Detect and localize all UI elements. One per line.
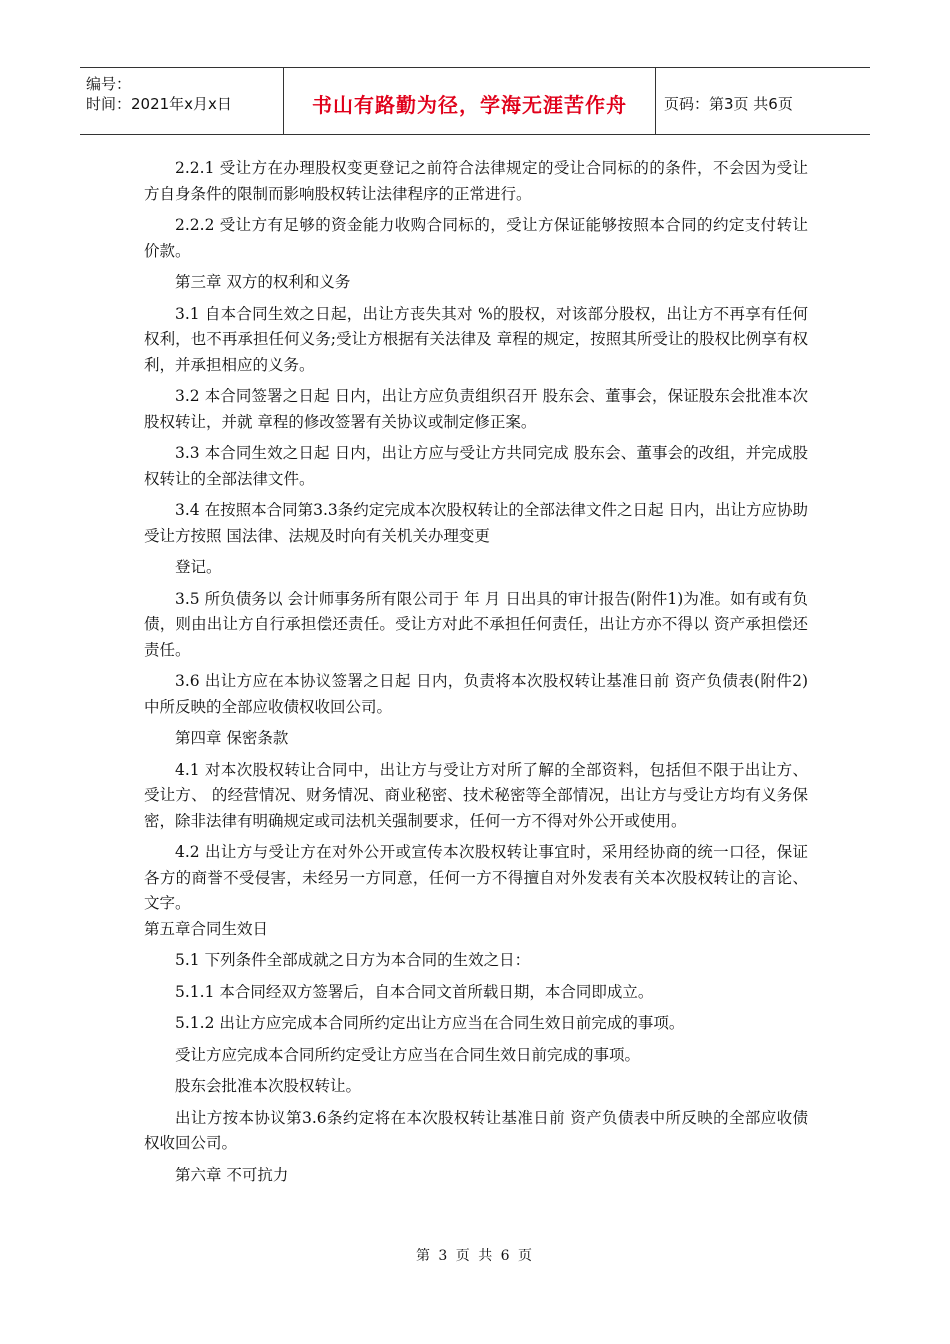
chapter-5-heading: 第五章合同生效日 bbox=[144, 919, 269, 938]
paragraph-5-1-1: 5.1.1 本合同经双方签署后，自本合同文首所载日期，本合同即成立。 bbox=[175, 982, 654, 1001]
document-date-label: 时间：2021年x月x日 bbox=[86, 95, 232, 113]
paragraph-4-2: 4.2 出让方与受让方在对外公开或宣传本次股权转让事宜时，采用经协商的统一口径，保证各方的商誉不受侵害，未经另一方同意，任何一方不得擅自对外发表有关本次股权转让的言论、文字。 bbox=[144, 843, 808, 912]
page-header bbox=[80, 67, 870, 135]
header-meta bbox=[80, 68, 284, 134]
document-number-label: 编号： bbox=[86, 75, 132, 93]
paragraph-3-2: 3.2 本合同签署之日起 日内，出让方应负责组织召开 股东会、董事会，保证股东会批准本次股权转让，并就 章程的修改签署有关协议或制定修正案。 bbox=[144, 387, 808, 431]
paragraph-registration: 登记。 bbox=[175, 558, 222, 576]
paragraph-2-2-2: 2.2.2 受让方有足够的资金能力收购合同标的，受让方保证能够按照本合同的约定支付转让价款。 bbox=[144, 216, 808, 260]
paragraph-3-1: 3.1 自本合同生效之日起，出让方丧失其对 %的股权，对该部分股权，出让方不再享有任何权利，也不再承担任何义务;受让方根据有关法律及 章程的规定，按照其所受让的股权比例享有权利，并承担相应的义务。 bbox=[144, 304, 808, 374]
document-body bbox=[144, 156, 808, 1188]
chapter-4-heading: 第四章 保密条款 bbox=[175, 729, 289, 747]
paragraph-3-4: 3.4 在按照本合同第3.3条约定完成本次股权转让的全部法律文件之日起 日内，出让方应协助受让方按照 国法律、法规及时向有关机关办理变更 bbox=[144, 501, 808, 545]
paragraph-5-1-2: 5.1.2 出让方应完成本合同所约定出让方应当在合同生效日前完成的事项。 bbox=[175, 1014, 685, 1032]
paragraph-transferee-duties: 受让方应完成本合同所约定受让方应当在合同生效日前完成的事项。 bbox=[175, 1045, 641, 1064]
header-motto: 书山有路勤为径，学海无涯苦作舟 bbox=[284, 68, 656, 134]
paragraph-2-2-1: 2.2.1 受让方在办理股权变更登记之前符合法律规定的受让合同标的的条件，不会因为受让方自身条件的限制而影响股权转让法律程序的正常进行。 bbox=[144, 159, 808, 203]
paragraph-5-1: 5.1 下列条件全部成就之日方为本合同的生效之日： bbox=[175, 951, 531, 969]
paragraph-3-3: 3.3 本合同生效之日起 日内，出让方应与受让方共同完成 股东会、董事会的改组，并完成股权转让的全部法律文件。 bbox=[144, 444, 808, 488]
paragraph-shareholder-approval: 股东会批准本次股权转让。 bbox=[175, 1077, 362, 1095]
header-page-label: 页码：第3页 共6页 bbox=[664, 94, 793, 113]
paragraph-receivables: 出让方按本协议第3.6条约定将在本次股权转让基准日前 资产负债表中所反映的全部应收债权收回公司。 bbox=[144, 1108, 808, 1152]
paragraph-3-5: 3.5 所负债务以 会计师事务所有限公司于 年 月 日出具的审计报告(附件1)为准。如有或有负债，则由出让方自行承担偿还责任。受让方对此不承担任何责任，出让方亦不得以 资产承担偿还责任。 bbox=[144, 589, 808, 659]
paragraph-4-1: 4.1 对本次股权转让合同中，出让方与受让方对所了解的全部资料，包括但不限于出让方、受让方、 的经营情况、财务情况、商业秘密、技术秘密等全部情况，出让方与受让方均有义务保密，除非法律有明确规定或司法机关强制要求，任何一方不得对外公开或使用。 bbox=[144, 760, 808, 830]
chapter-6-heading: 第六章 不可抗力 bbox=[175, 1165, 289, 1184]
page-footer: 第 3 页 共 6 页 bbox=[415, 1248, 535, 1264]
chapter-3-heading: 第三章 双方的权利和义务 bbox=[175, 273, 351, 291]
paragraph-3-6: 3.6 出让方应在本协议签署之日起 日内，负责将本次股权转让基准日前 资产负债表(附件2)中所反映的全部应收债权收回公司。 bbox=[144, 672, 808, 716]
